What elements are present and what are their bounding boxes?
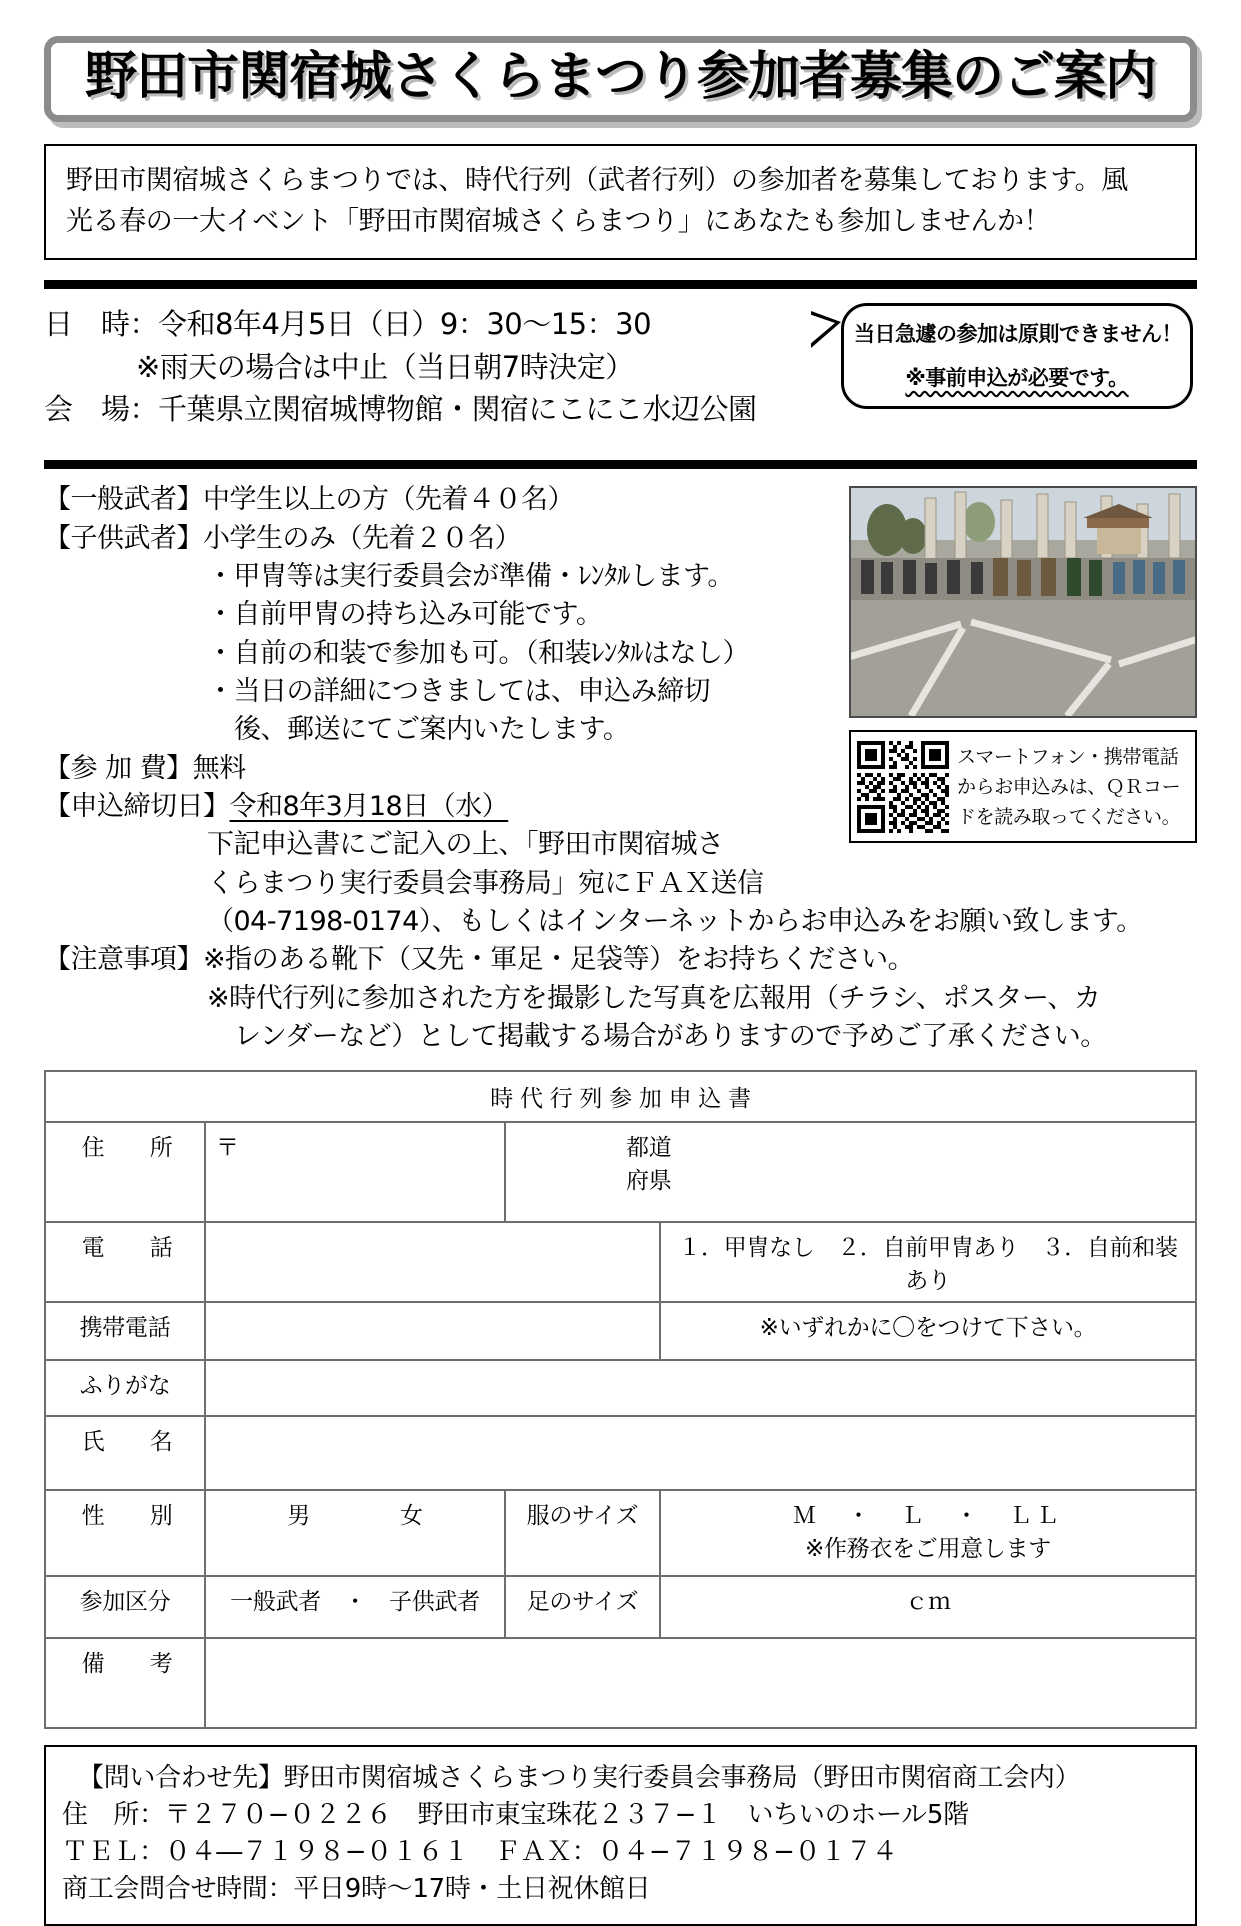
armor-options[interactable]: １．甲冑なし ２．自前甲冑あり ３．自前和装あり bbox=[660, 1222, 1196, 1302]
flyer-page bbox=[0, 36, 1241, 1904]
apply-line-3: （04-7198-0174）、もしくはインターネットからお申込みをお願い致します。 bbox=[207, 905, 1143, 937]
rain-note: ※雨天の場合は中止（当日朝7時決定） bbox=[136, 349, 634, 384]
postal-mark: 〒 bbox=[205, 1122, 505, 1222]
fee-value: 無料 bbox=[192, 752, 246, 784]
intro-line-2: 光る春の一大イベント「野田市関宿城さくらまつり」にあなたも参加しませんか！ bbox=[66, 206, 1051, 238]
child-warrior-label: 【子供武者】 bbox=[44, 522, 203, 554]
table-row bbox=[45, 1222, 1196, 1302]
bullet-item: ・甲冑等は実行委員会が準備・ﾚﾝﾀﾙします。 bbox=[207, 560, 734, 592]
table-row bbox=[45, 1638, 1196, 1728]
application-form-table bbox=[44, 1070, 1197, 1729]
prefecture-line-1: 都道 bbox=[626, 1135, 672, 1162]
qr-line-3: ドを読み取ってください。 bbox=[957, 805, 1181, 828]
footer-line-2: 住 所：〒２７０−０２２６ 野田市東宝珠花２３７−１ いちいのホール5階 bbox=[62, 1800, 969, 1831]
furigana-field[interactable] bbox=[205, 1360, 1196, 1416]
clothing-sizes[interactable]: Ｍ ・ Ｌ ・ ＬＬ bbox=[793, 1503, 1063, 1530]
address-field[interactable] bbox=[505, 1122, 1196, 1222]
callout-line-1: 当日急遽の参加は原則できません！ bbox=[854, 322, 1182, 347]
notice-line-2: ※時代行列に参加された方を撮影した写真を広報用（チラシ、ポスター、カ bbox=[207, 982, 1101, 1014]
qr-line-2: からお申込みは、ＱＲコー bbox=[957, 775, 1181, 798]
armor-note: ※いずれかに〇をつけて下さい。 bbox=[660, 1302, 1196, 1360]
divider-bottom bbox=[44, 460, 1197, 469]
table-row bbox=[45, 1071, 1196, 1122]
contact-footer bbox=[44, 1745, 1197, 1926]
clothing-size-cell[interactable] bbox=[660, 1490, 1196, 1576]
callout-line-2: ※事前申込が必要です。 bbox=[905, 366, 1129, 391]
callout-box bbox=[841, 303, 1193, 409]
intro-line-1: 野田市関宿城さくらまつりでは、時代行列（武者行列）の参加者を募集しております。風 bbox=[66, 165, 1128, 197]
deadline-label: 【申込締切日】 bbox=[44, 790, 230, 822]
qr-code-icon bbox=[857, 741, 949, 833]
callout-tail bbox=[811, 311, 841, 348]
shoe-size-field[interactable]: ｃｍ bbox=[660, 1576, 1196, 1638]
gender-label: 性 別 bbox=[45, 1490, 205, 1576]
datetime-label: 日 時： bbox=[44, 307, 159, 342]
footer-line-4: 商工会問合せ時間：平日9時～17時・土日祝休館日 bbox=[62, 1873, 651, 1904]
general-warrior-value: 中学生以上の方（先着４０名） bbox=[203, 484, 574, 516]
intro-box bbox=[44, 144, 1197, 260]
clothing-size-label: 服のサイズ bbox=[505, 1490, 660, 1576]
notice-row bbox=[44, 941, 1197, 979]
form-title: 時 代 行 列 参 加 申 込 書 bbox=[45, 1071, 1196, 1122]
category-options[interactable]: 一般武者 ・ 子供武者 bbox=[205, 1576, 505, 1638]
notice-line-1: ※指のある靴下（又先・軍足・足袋等）をお持ちください。 bbox=[203, 944, 915, 976]
venue-label: 会 場： bbox=[44, 391, 159, 426]
shoe-size-label: 足のサイズ bbox=[505, 1576, 660, 1638]
gender-options[interactable] bbox=[205, 1490, 505, 1576]
category-label: 参加区分 bbox=[45, 1576, 205, 1638]
fee-label: 【参 加 費】 bbox=[44, 752, 193, 784]
footer-line-3: ＴＥＬ：０４―７１９８−０１６１ ＦＡＸ：０４−７１９８−０１７４ bbox=[62, 1837, 898, 1868]
parade-photo bbox=[849, 486, 1197, 718]
bullet-item: ・自前の和装で参加も可。（和装ﾚﾝﾀﾙはなし） bbox=[207, 637, 749, 669]
child-warrior-value: 小学生のみ（先着２０名） bbox=[203, 522, 521, 554]
schedule-block bbox=[44, 289, 1197, 440]
address-label: 住 所 bbox=[45, 1122, 205, 1222]
clothing-note: ※作務衣をご用意します bbox=[805, 1536, 1051, 1563]
venue-value: 千葉県立関宿城博物館・関宿にこにこ水辺公園 bbox=[158, 391, 757, 426]
page-title: 野田市関宿城さくらまつり参加者募集のご案内 bbox=[84, 47, 1156, 107]
gender-male[interactable]: 男 bbox=[287, 1503, 310, 1530]
footer-line-1: 【問い合わせ先】野田市関宿城さくらまつり実行委員会事務局（野田市関宿商工会内） bbox=[78, 1763, 1081, 1794]
bullet-item: ・当日の詳細につきましては、申込み締切 bbox=[207, 675, 710, 707]
table-row bbox=[45, 1416, 1196, 1490]
apply-line-1: 下記申込書にご記入の上、「野田市関宿城さ bbox=[207, 829, 724, 861]
notice-label: 【注意事項】 bbox=[44, 944, 203, 976]
mobile-label: 携帯電話 bbox=[45, 1302, 205, 1360]
notice-line-3: レンダーなど）として掲載する場合がありますので予めご了承ください。 bbox=[234, 1020, 1107, 1052]
table-row bbox=[45, 1122, 1196, 1222]
name-field[interactable] bbox=[205, 1416, 1196, 1490]
prefecture-line-2: 府県 bbox=[626, 1168, 672, 1195]
qr-panel bbox=[849, 730, 1197, 843]
table-row bbox=[45, 1360, 1196, 1416]
furigana-label: ふりがな bbox=[45, 1360, 205, 1416]
remarks-label: 備 考 bbox=[45, 1638, 205, 1728]
phone-field[interactable] bbox=[205, 1222, 660, 1302]
name-label: 氏 名 bbox=[45, 1416, 205, 1490]
divider-top bbox=[44, 280, 1197, 289]
qr-line-1: スマートフォン・携帯電話 bbox=[957, 745, 1179, 768]
table-row bbox=[45, 1490, 1196, 1576]
table-row bbox=[45, 1576, 1196, 1638]
gender-female[interactable]: 女 bbox=[400, 1503, 423, 1530]
deadline-value: 令和8年3月18日（水） bbox=[229, 790, 509, 822]
qr-instructions bbox=[957, 742, 1180, 832]
bullet-continuation: 後、郵送にてご案内いたします。 bbox=[234, 714, 630, 746]
mobile-field[interactable] bbox=[205, 1302, 660, 1360]
details-block bbox=[44, 481, 1197, 1056]
parade-photo-graphic bbox=[851, 488, 1195, 716]
remarks-field[interactable] bbox=[205, 1638, 1196, 1728]
phone-label: 電 話 bbox=[45, 1222, 205, 1302]
table-row bbox=[45, 1302, 1196, 1360]
bullet-item: ・自前甲冑の持ち込み可能です。 bbox=[207, 599, 603, 631]
general-warrior-label: 【一般武者】 bbox=[44, 484, 203, 516]
title-banner bbox=[44, 36, 1197, 122]
apply-line-2: くらまつり実行委員会事務局」宛にＦＡＸ送信 bbox=[207, 867, 764, 899]
datetime-value: 令和8年4月5日（日）9：30～15：30 bbox=[158, 307, 652, 342]
